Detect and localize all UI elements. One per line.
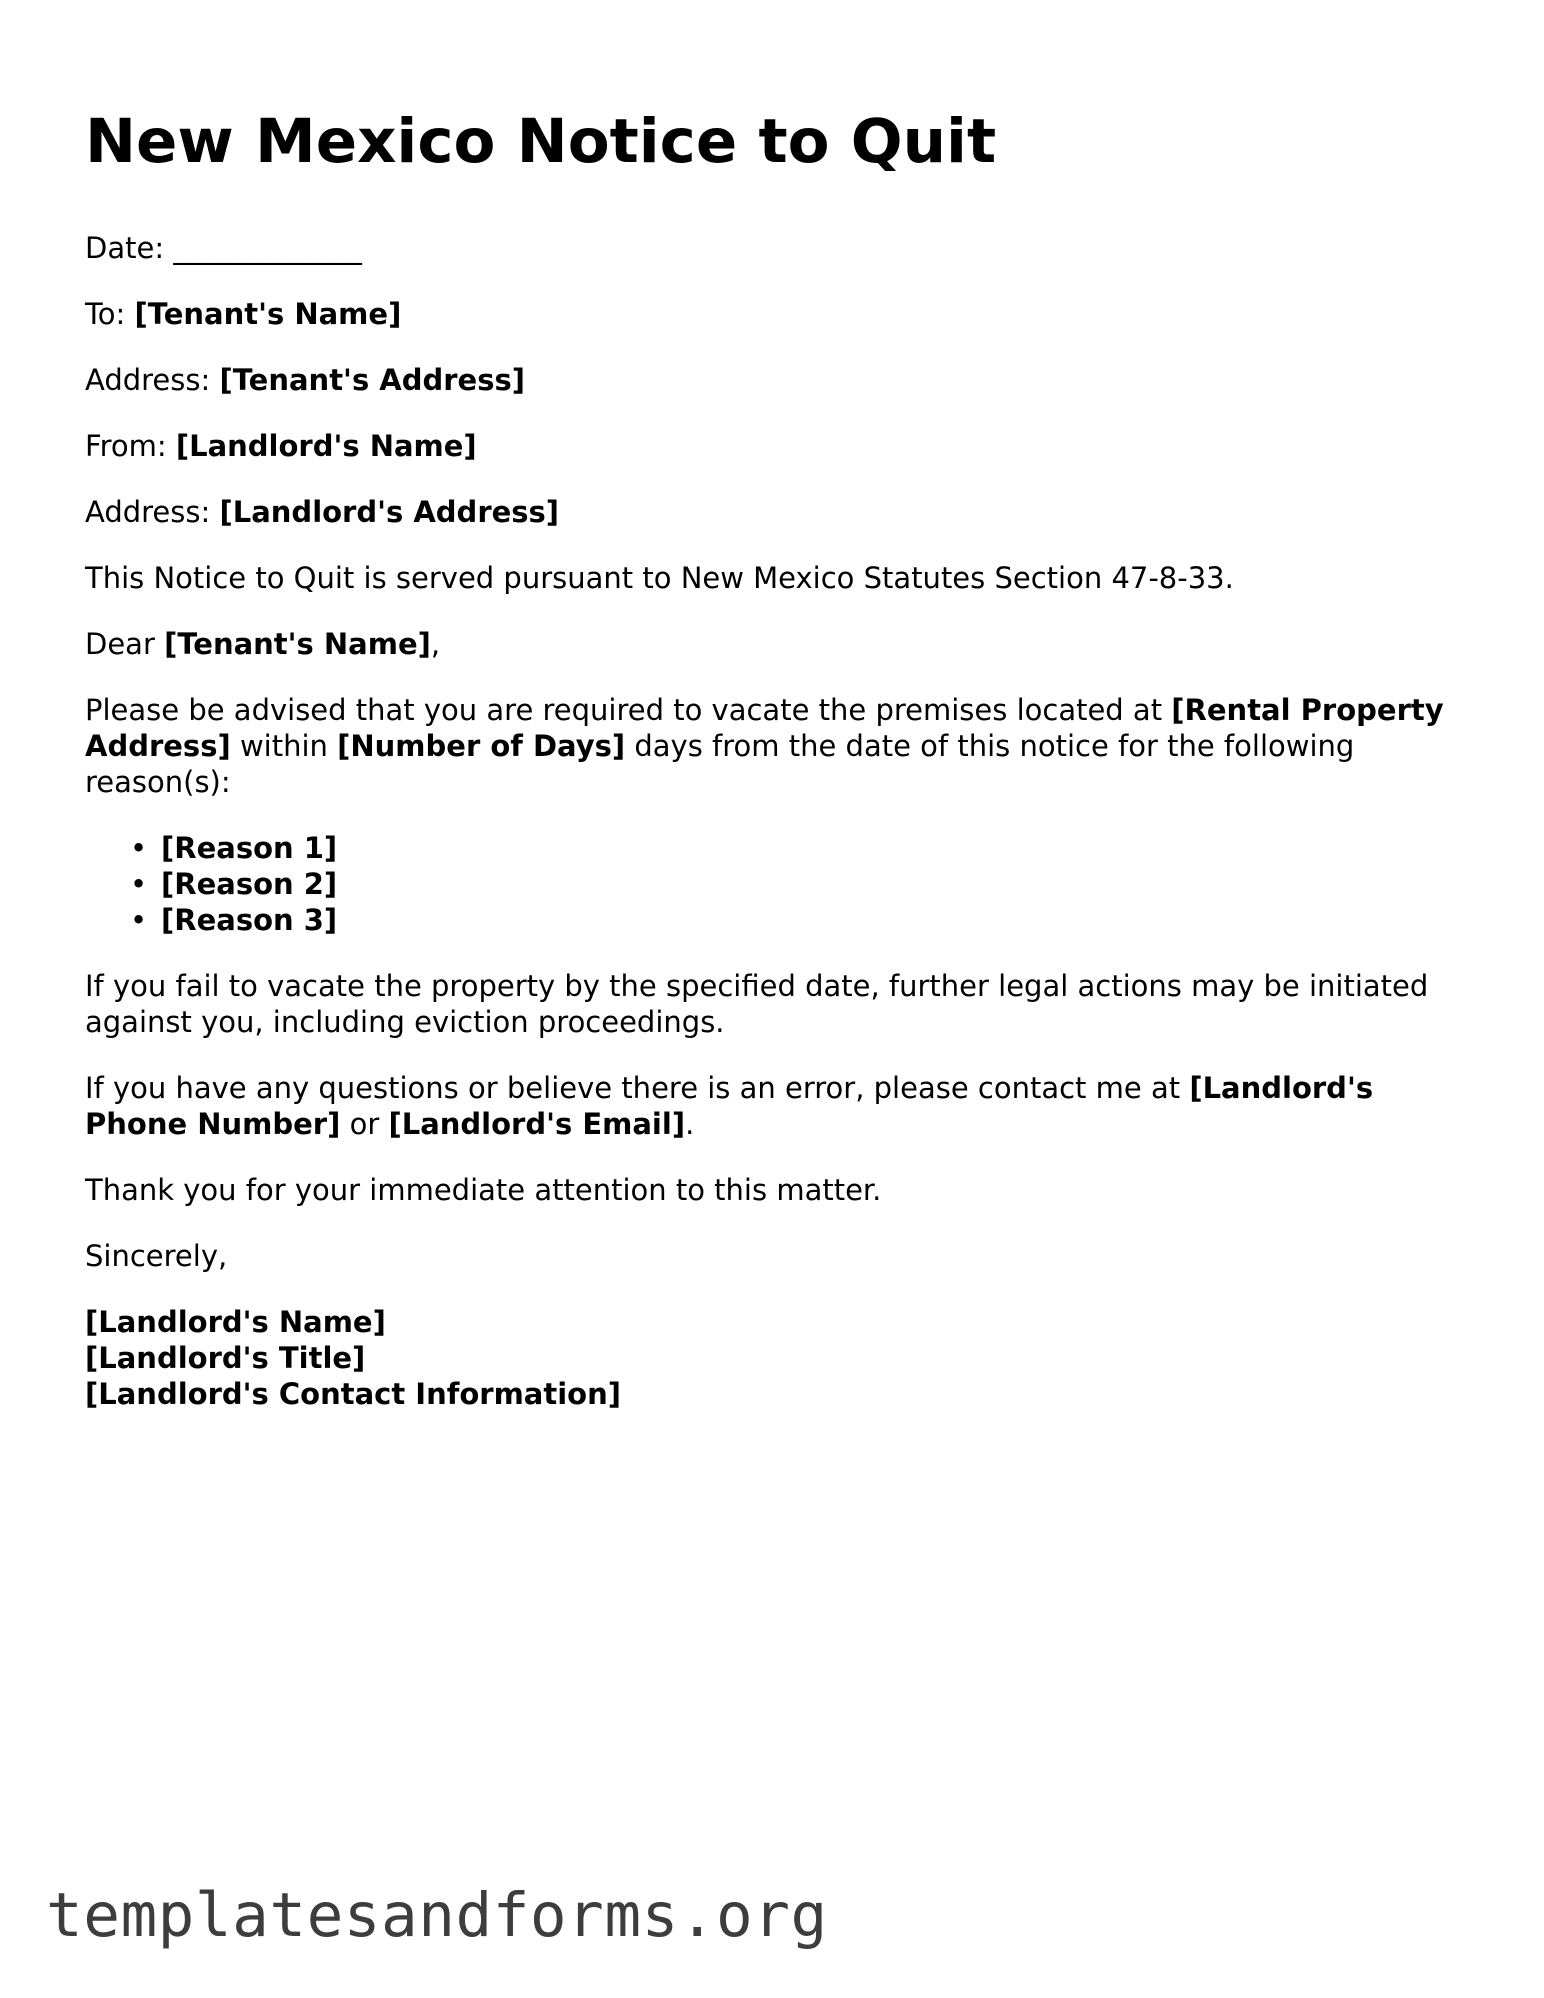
advisory-text-2: within: [239, 729, 328, 763]
tenant-address-placeholder: [Tenant's Address]: [219, 363, 526, 397]
contact-paragraph: [85, 1070, 1465, 1142]
contact-period: .: [685, 1107, 695, 1141]
bullet-icon: •: [130, 903, 148, 937]
contact-text-1: If you have any questions or believe there is an error, please contact me at: [85, 1071, 1181, 1105]
landlord-address-line: [85, 494, 1465, 530]
document-title: New Mexico Notice to Quit: [85, 106, 997, 177]
thanks-paragraph: Thank you for your immediate attention to this matter.: [85, 1173, 882, 1207]
date-label: Date:: [85, 231, 165, 265]
landlord-phone-placeholder: [Landlord's Phone Number]: [85, 1071, 1374, 1141]
to-line: [85, 296, 1465, 332]
tenant-name-placeholder: [Tenant's Name]: [134, 297, 402, 331]
landlord-address-label: Address:: [85, 495, 211, 529]
salutation-tenant-name: [Tenant's Name]: [164, 627, 431, 661]
signature-contact: [Landlord's Contact Information]: [85, 1377, 621, 1411]
advisory-paragraph: [85, 692, 1465, 800]
statute-paragraph: This Notice to Quit is served pursuant to New Mexico Statutes Section 47-8-33.: [85, 561, 1234, 595]
number-of-days-placeholder: [Number of Days]: [337, 729, 626, 763]
tenant-address-label: Address:: [85, 363, 211, 397]
list-item: [130, 866, 1465, 902]
advisory-text-1: Please be advised that you are required to vacate the premises located at: [85, 693, 1163, 727]
list-item: [130, 902, 1465, 938]
landlord-name-placeholder: [Landlord's Name]: [175, 429, 477, 463]
salutation: [85, 626, 1465, 662]
reason-text: [Reason 2]: [161, 867, 338, 901]
bullet-icon: •: [130, 867, 148, 901]
reason-text: [Reason 3]: [161, 903, 338, 937]
bullet-icon: •: [130, 831, 148, 865]
from-line: [85, 428, 1465, 464]
landlord-email-placeholder: [Landlord's Email]: [388, 1107, 686, 1141]
rental-property-placeholder: [Rental Property Address]: [85, 693, 1444, 763]
to-label: To:: [85, 297, 126, 331]
date-blank: _____________: [173, 231, 362, 265]
closing: Sincerely,: [85, 1239, 228, 1273]
list-item: [130, 830, 1465, 866]
watermark: templatesandforms.org: [46, 1880, 828, 1951]
signature-title: [Landlord's Title]: [85, 1341, 366, 1375]
date-line: [85, 230, 1465, 266]
failure-paragraph: If you fail to vacate the property by the specified date, further legal actions may be initiated against you, including eviction proceedings.: [85, 969, 1429, 1039]
landlord-address-placeholder: [Landlord's Address]: [219, 495, 560, 529]
notice-document: [85, 104, 1465, 1412]
advisory-text-3: days from the date of this notice for the following reason(s):: [85, 729, 1355, 799]
salutation-comma: ,: [430, 627, 441, 661]
from-label: From:: [85, 429, 167, 463]
reasons-list: [85, 830, 1465, 938]
contact-text-2: or: [349, 1107, 380, 1141]
tenant-address-line: [85, 362, 1465, 398]
signature-name: [Landlord's Name]: [85, 1305, 386, 1339]
salutation-prefix: Dear: [85, 627, 155, 661]
reason-text: [Reason 1]: [161, 831, 338, 865]
signature-block: [85, 1304, 1465, 1412]
